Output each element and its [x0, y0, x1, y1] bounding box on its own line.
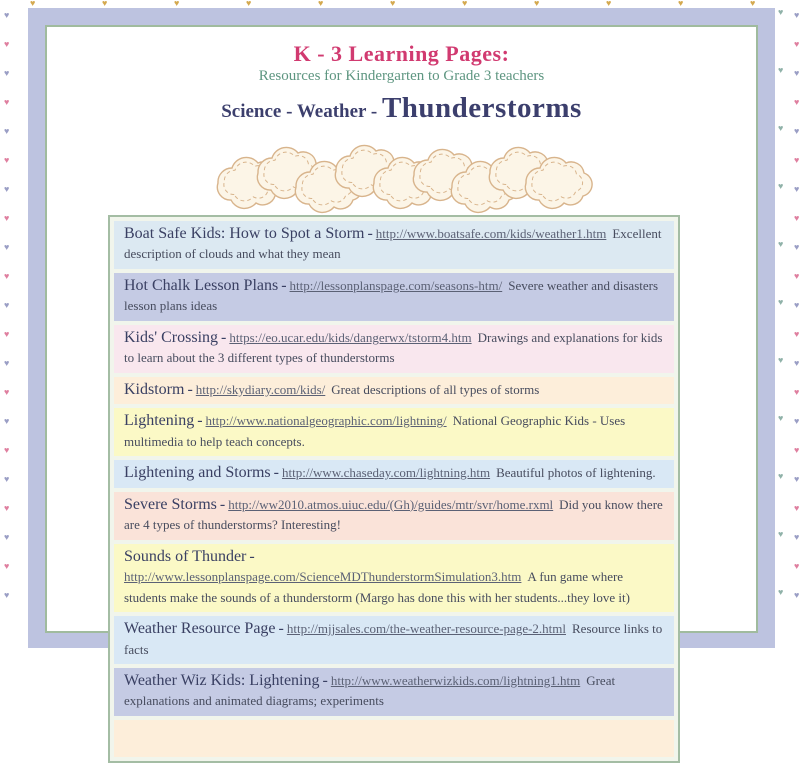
heart-icon: ♥	[4, 561, 10, 571]
dash-separator: -	[367, 225, 373, 242]
resource-link[interactable]: http://skydiary.com/kids/	[195, 381, 326, 397]
heart-icon: ♥	[4, 416, 10, 426]
heart-icon: ♥	[4, 242, 10, 252]
resource-title: Lightening and Storms	[124, 464, 271, 482]
heart-icon: ♥	[4, 387, 10, 397]
resource-title: Weather Wiz Kids: Lightening	[124, 671, 320, 689]
heart-icon: ♥	[4, 532, 10, 542]
heart-icon: ♥	[4, 213, 10, 223]
heart-icon: ♥	[778, 471, 784, 481]
heart-icon: ♥	[4, 39, 10, 49]
resources-table	[108, 215, 680, 763]
resource-title: Sounds of Thunder	[124, 547, 247, 565]
dash-separator: -	[197, 412, 203, 430]
heart-icon: ♥	[4, 300, 10, 310]
heart-icon: ♥	[174, 0, 180, 8]
heart-icon: ♥	[4, 329, 10, 339]
resource-description: A fun game where students make the sounds of a thunderstorm (Margo has done this with her students...they love it)	[124, 569, 630, 605]
resource-link[interactable]: https://eo.ucar.edu/kids/dangerwx/tstorm4.htm	[229, 329, 472, 345]
section-heading-prefix: Science - Weather -	[221, 101, 382, 122]
page-title: K - 3 Learning Pages:	[293, 41, 510, 66]
resource-cell	[114, 492, 674, 540]
heart-icon: ♥	[794, 242, 800, 252]
heart-icon: ♥	[246, 0, 252, 8]
resource-link[interactable]: http://www.boatsafe.com/kids/weather1.htm	[375, 226, 607, 241]
table-row	[114, 668, 674, 716]
resource-title: Weather Resource Page	[124, 620, 276, 638]
resource-title: Boat Safe Kids: How to Spot a Storm	[124, 225, 365, 242]
resource-cell	[114, 408, 674, 456]
heart-icon: ♥	[102, 0, 108, 8]
resource-description: Beautiful photos of lightening.	[496, 465, 656, 481]
resource-description: Great explanations and animated diagrams; experiments	[124, 672, 616, 709]
heart-icon: ♥	[318, 0, 324, 8]
resource-title: Lightening	[124, 412, 195, 430]
heart-icon: ♥	[794, 416, 800, 426]
heart-icon: ♥	[4, 445, 10, 455]
resource-cell	[114, 544, 674, 612]
heart-icon: ♥	[794, 213, 800, 223]
heart-icon: ♥	[778, 587, 784, 597]
resource-description: National Geographic Kids - Uses multimedia to help teach concepts.	[124, 413, 626, 449]
heart-icon: ♥	[4, 126, 10, 136]
resource-link[interactable]: http://lessonplanspage.com/seasons-htm/	[289, 277, 503, 293]
heart-icon: ♥	[794, 155, 800, 165]
resource-link[interactable]: http://www.lessonplanspage.com/ScienceMDThunderstormSimulation3.htm	[124, 569, 522, 585]
resource-cell	[114, 221, 674, 269]
heart-icon: ♥	[4, 271, 10, 281]
table-row	[114, 460, 674, 487]
heart-icon: ♥	[390, 0, 396, 8]
heart-icon: ♥	[794, 358, 800, 368]
resource-description: Severe weather and disasters lesson plans ideas	[124, 277, 659, 314]
table-row	[114, 408, 674, 456]
table-row	[114, 377, 674, 404]
resource-cell	[114, 325, 674, 373]
resource-title: Kidstorm	[124, 380, 185, 398]
heart-icon: ♥	[794, 474, 800, 484]
heart-icon: ♥	[794, 10, 800, 20]
dash-separator: -	[273, 464, 279, 482]
resource-description: Resource links to facts	[124, 621, 663, 657]
heart-icon: ♥	[794, 300, 800, 310]
table-row-partial	[114, 720, 674, 757]
heart-icon: ♥	[4, 10, 10, 20]
heart-icon: ♥	[4, 358, 10, 368]
section-heading-topic: Thunderstorms	[381, 92, 582, 124]
heart-icon: ♥	[534, 0, 540, 8]
heart-icon: ♥	[778, 413, 784, 423]
page-subtitle: Resources for Kindergarten to Grade 3 teachers	[258, 68, 545, 84]
heart-icon: ♥	[4, 97, 10, 107]
heart-icon: ♥	[4, 184, 10, 194]
heart-icon: ♥	[794, 532, 800, 542]
heart-icon: ♥	[606, 0, 612, 8]
heart-icon: ♥	[794, 387, 800, 397]
dash-separator: -	[221, 328, 227, 346]
table-row	[114, 325, 674, 373]
heart-icon: ♥	[794, 590, 800, 600]
resource-cell	[114, 377, 674, 404]
heart-icon: ♥	[4, 155, 10, 165]
heart-icon: ♥	[794, 39, 800, 49]
content-area	[45, 25, 758, 709]
heart-icon: ♥	[778, 355, 784, 365]
page-frame	[28, 8, 775, 709]
heart-icon: ♥	[794, 126, 800, 136]
clouds-banner-image	[209, 134, 594, 206]
dash-separator: -	[219, 495, 226, 513]
dash-separator: -	[322, 671, 328, 689]
resource-cell-partial	[114, 720, 674, 757]
heart-icon: ♥	[794, 68, 800, 78]
heart-icon: ♥	[4, 68, 10, 78]
heart-icon: ♥	[794, 503, 800, 513]
table-row	[114, 492, 674, 540]
heart-icon: ♥	[778, 65, 784, 75]
resource-title: Hot Chalk Lesson Plans	[124, 276, 279, 294]
resource-cell	[114, 668, 674, 716]
heart-icon: ♥	[30, 0, 36, 8]
heart-icon: ♥	[794, 184, 800, 194]
section-heading	[47, 91, 756, 129]
heart-icon: ♥	[4, 590, 10, 600]
resource-link[interactable]: http://www.nationalgeographic.com/lightning/	[205, 413, 447, 429]
heart-icon: ♥	[778, 7, 784, 17]
heart-icon: ♥	[4, 503, 10, 513]
heart-icon: ♥	[678, 0, 684, 8]
resource-title: Kids' Crossing	[124, 328, 219, 346]
resource-cell	[114, 616, 674, 664]
heart-icon: ♥	[778, 529, 784, 539]
dash-separator: -	[281, 276, 287, 294]
resource-description: Did you know there are 4 types of thunderstorms? Interesting!	[124, 496, 663, 533]
heart-icon: ♥	[778, 181, 784, 191]
table-row	[114, 544, 674, 612]
resource-description: Great descriptions of all types of storms	[331, 381, 540, 397]
resource-cell	[114, 460, 674, 487]
resource-link[interactable]: http://ww2010.atmos.uiuc.edu/(Gh)/guides/mtr/svr/home.rxml	[228, 496, 554, 512]
resource-title: Severe Storms	[124, 495, 217, 513]
dash-separator: -	[187, 380, 193, 398]
heart-icon: ♥	[794, 271, 800, 281]
resource-description: Drawings and explanations for kids to learn about the 3 different types of thunderstorms	[124, 329, 663, 366]
heart-icon: ♥	[794, 329, 800, 339]
heart-icon: ♥	[794, 445, 800, 455]
heart-icon: ♥	[778, 239, 784, 249]
table-row	[114, 221, 674, 269]
heart-icon: ♥	[750, 0, 756, 8]
resource-link[interactable]: http://www.chaseday.com/lightning.htm	[281, 465, 491, 481]
heart-icon: ♥	[778, 123, 784, 133]
table-row	[114, 273, 674, 321]
dash-separator: -	[249, 547, 255, 565]
resource-link[interactable]: http://mjjsales.com/the-weather-resource-page-2.html	[286, 621, 566, 637]
heart-icon: ♥	[778, 297, 784, 307]
resource-cell	[114, 273, 674, 321]
heart-icon: ♥	[462, 0, 468, 8]
heart-icon: ♥	[794, 97, 800, 107]
heart-icon: ♥	[4, 474, 10, 484]
resource-link[interactable]: http://www.weatherwizkids.com/lightning1.htm	[330, 672, 581, 688]
table-row	[114, 616, 674, 664]
resource-description: Excellent description of clouds and what they mean	[124, 226, 662, 262]
heart-icon: ♥	[794, 561, 800, 571]
dash-separator: -	[278, 620, 284, 638]
